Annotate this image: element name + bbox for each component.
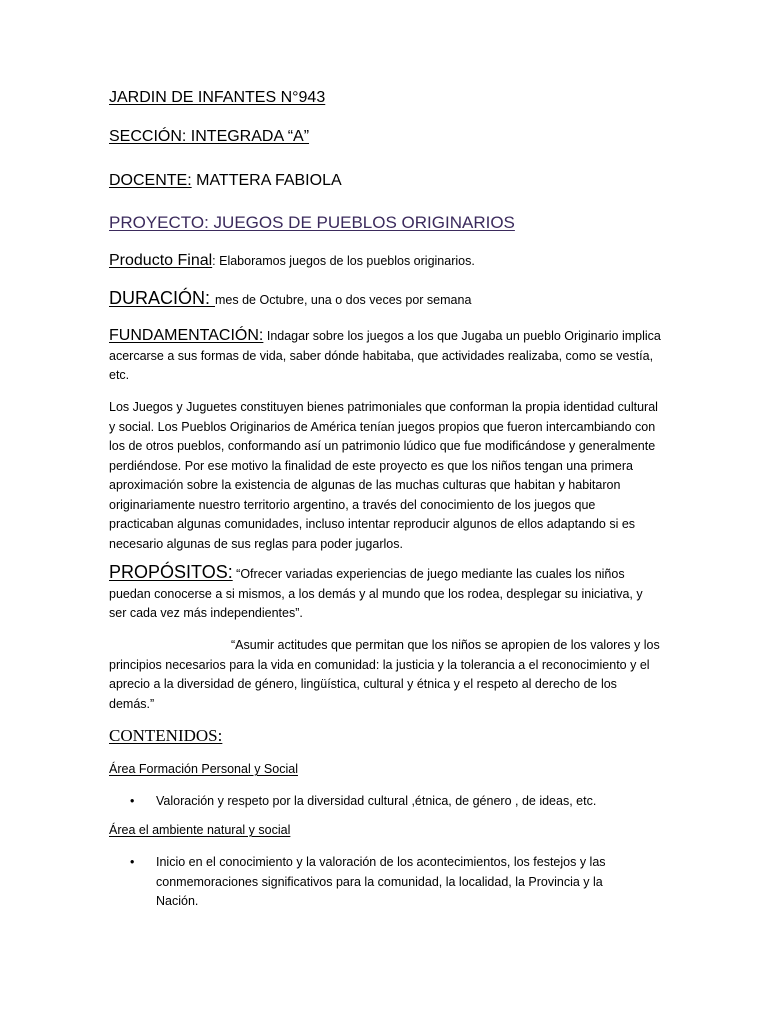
school-title: JARDIN DE INFANTES N°943 xyxy=(109,89,326,106)
fundamentacion-paragraph: Los Juegos y Juguetes constituyen bienes patrimoniales que conforman la propia identidad cultural y social. Los Pueblos Originarios de América tenían juegos propios que fueron intercambiando con los de otros pueblos, conformando así un patrimonio lúdico que fue modificándose y generalmente perdiéndose. Por ese motivo la finalidad de este proyecto es que los niños tengan una primera aproximación sobre la existencia de algunas de las muchas culturas que habitan y habitaron originariamente nuestro territorio argentino, a través del conocimiento de los juegos que practicaban algunas comunidades, incluso intentar reproducir algunos de ellos adaptando si es necesario algunas de sus reglas para poder jugarlos. xyxy=(109,400,658,551)
contenidos-title: CONTENIDOS: xyxy=(109,726,223,745)
duracion-text: mes de Octubre, una o dos veces por semana xyxy=(215,293,472,307)
producto-final-label: Producto Final xyxy=(109,252,213,269)
duracion-label: DURACIÓN: xyxy=(109,288,216,308)
area-ambiente-heading: Área el ambiente natural y social xyxy=(109,823,291,837)
teacher-line xyxy=(109,172,342,190)
project-title: PROYECTO: JUEGOS DE PUEBLOS ORIGINARIOS xyxy=(109,213,515,232)
producto-final-line xyxy=(109,252,475,270)
propositos-text-1: “Ofrecer variadas experiencias de juego mediante las cuales los niños puedan conocerse a si mismos, a los demás y al mundo que los rodea, desplegar su iniciativa, y ser cada vez más independientes”. xyxy=(109,567,643,620)
list-item xyxy=(130,853,670,912)
propositos-block xyxy=(109,563,661,624)
fundamentacion-block xyxy=(109,326,661,386)
area-ambiente-item: Inicio en el conocimiento y la valoración de los acontecimientos, los festejos y las conmemoraciones significativos para la comunidad, la localidad, la Provincia y la Nación. xyxy=(156,855,606,908)
bullet-icon: • xyxy=(130,855,135,869)
producto-final-text: : Elaboramos juegos de los pueblos originarios. xyxy=(212,254,475,268)
fundamentacion-label: FUNDAMENTACIÓN: xyxy=(109,327,264,344)
teacher-label: DOCENTE: xyxy=(109,172,192,189)
propositos-text-2: “Asumir actitudes que permitan que los niños se apropien de los valores y los principios necesarios para la vida en comunidad: la justicia y la tolerancia a el reconocimiento y el aprecio a la diversidad de género, lingüística, cultural y étnica y el respeto al derecho de los demás.” xyxy=(109,638,660,711)
teacher-name: MATTERA FABIOLA xyxy=(191,172,342,189)
duracion-line xyxy=(109,288,471,309)
section-title: SECCIÓN: INTEGRADA “A” xyxy=(109,128,310,145)
area-formacion-heading: Área Formación Personal y Social xyxy=(109,762,298,776)
fundamentacion-text: Indagar sobre los juegos a los que Jugaba un pueblo Originario implica acercarse a sus formas de vida, saber dónde habitaba, que actividades realizaba, como se vestía, etc. xyxy=(109,329,661,382)
bullet-icon: • xyxy=(130,794,135,808)
list-item xyxy=(130,792,670,812)
propositos-label: PROPÓSITOS: xyxy=(109,562,233,582)
area-formacion-item: Valoración y respeto por la diversidad cultural ,étnica, de género , de ideas, etc. xyxy=(156,794,597,808)
